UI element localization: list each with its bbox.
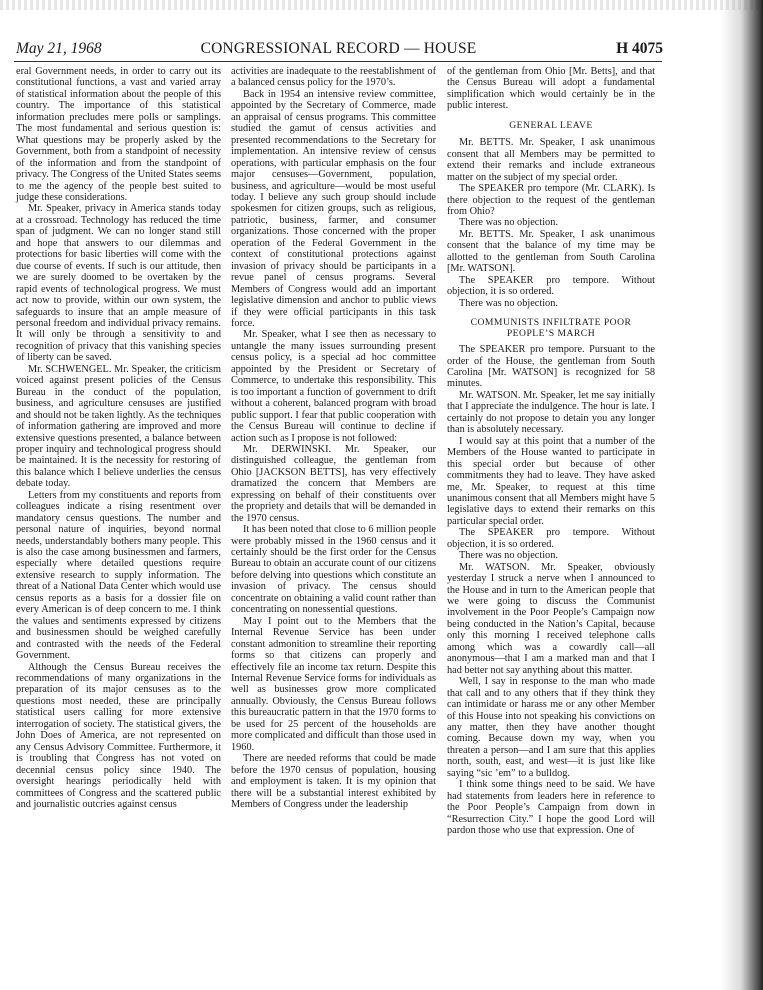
paragraph: Mr. DERWINSKI. Mr. Speaker, our distinguished colleague, the gentleman from Ohio [JACKSON BETTS], has very effectively dramatized the concern that Members are expressing on behalf of their constituents over the propriety and details that will be demanded in the 1970 census.: [231, 443, 436, 524]
paragraph: Mr. BETTS. Mr. Speaker, I ask unanimous consent that the balance of my time may be allotted to the gentleman from South Carolina [Mr. WATSON].: [447, 228, 655, 275]
header-date: May 21, 1968: [16, 40, 102, 57]
paragraph: There was no objection.: [459, 217, 558, 229]
paragraph: The SPEAKER pro tempore. Without objection, it is so ordered.: [447, 274, 655, 298]
section-heading-line-2: PEOPLE’S MARCH: [506, 328, 596, 340]
paragraph: May I point out to the Members that the Internal Revenue Service has been under constant admonition to streamline their reporting forms so that citizens can properly and effectively file an income tax return. Despite this Internal Revenue Service forms for individuals as well as businesses grow more complicated annually. Obviously, the Census Bureau follows this bureaucratic pattern in that the 1970 forms to be used for 25 percent of the households are more complicated and difficult than those used in 1960.: [231, 615, 436, 753]
column-3: [447, 66, 655, 837]
section-heading-general-leave: GENERAL LEAVE: [509, 119, 593, 131]
paragraph: It has been noted that close to 6 million people were probably missed in the 1960 census and it certainly should be the first order for the Census Bureau to obtain an accurate count of our citizens before delving into questions which constitute an invasion of privacy. The census should concentrate on obtaining a valid count rather than concentrating on nonessential questions.: [231, 524, 436, 616]
scan-shadow-edge: [663, 0, 763, 990]
paragraph: eral Government needs, in order to carry out its constitutional functions, a vast and varied array of statistical information about the people of this country. The importance of this statistical information precludes mere polls or samplings. The most fundamental and serious question is: What questions may be properly asked by the Government, both from a standpoint of necessity of the information and from the standpoint of privacy. The Congress of the United States seems to me the agency of the people best suited to judge these considerations.: [16, 66, 221, 203]
paragraph: Mr. WATSON. Mr. Speaker, obviously yesterday I struck a nerve when I announced to the House and in turn to the American people that we were going to discuss the Communist involvement in the Poor People’s Campaign now being conducted in the Nation’s Capital, because only this morning I received telephone calls among which was a cowardly call—all anonymous—that I am a marked man and that I had better not say anything about this matter.: [447, 561, 655, 676]
paragraph: Mr. Speaker, privacy in America stands today at a crossroad. Technology has reduced the time span of judgment. We can no longer stand still and hope that answers to our dilemmas and protections for basic liberties will come with the due course of events. If such is our attitude, then we are surely doomed to be overtaken by the rapid events of technological progress. We must act now to provide, within our own system, the safeguards to insure that an ample measure of personal freedom and individual privacy remains. It will only be through a sensitivity to and recognition of privacy that this vanishing species of liberty can be saved.: [16, 203, 221, 364]
paragraph: There was no objection.: [459, 550, 558, 562]
paragraph: The SPEAKER pro tempore. Pursuant to the order of the House, the gentleman from South Carolina [Mr. WATSON] is recognized for 58 minutes.: [447, 344, 655, 390]
page-top-edge: [0, 0, 763, 10]
page-header: [16, 40, 661, 62]
header-page-number: H 4075: [616, 40, 663, 57]
paragraph: Mr. SCHWENGEL. Mr. Speaker, the criticism voiced against present policies of the Census Bureau in the conduct of the population, business, and agriculture censuses are justified and should not be taken lightly. As the techniques of information gathering are improved and more extensive questions presented, a balance between proper inquiry and technological progress should be maintained. It is the necessity for restoring of this balance which I believe underlies the census debate today.: [16, 363, 221, 490]
paragraph: Mr. WATSON. Mr. Speaker, let me say initially that I appreciate the indulgence. The hour is late. I certainly do not propose to detain you any longer than is absolutely necessary.: [447, 389, 655, 436]
paragraph: activities are inadequate to the reestablishment of a balanced census policy for the 1970’s.: [231, 66, 436, 89]
section-heading-communists: [447, 317, 655, 339]
paragraph: The SPEAKER pro tempore. Without objection, it is so ordered.: [447, 527, 655, 550]
paragraph: Mr. BETTS. Mr. Speaker, I ask unanimous consent that all Members may be permitted to extend their remarks and include extraneous matter on the subject of my special order.: [447, 137, 655, 183]
header-rule: [14, 61, 662, 62]
column-2: [231, 66, 436, 810]
paragraph: Back in 1954 an intensive review committee, appointed by the Secretary of Commerce, made an appraisal of census programs. This committee studied the gamut of census activities and presented recommendations to the Secretary for implementation. An intensive review of census operations, with particular emphasis on the four major censuses—Government, population, business, and agriculture—would be most useful today. I believe any such group should include spokesmen for citizen groups, such as religious, patriotic, business, farmer, and consumer organizations. Those concerned with the proper operation of the Federal Government in the context of constitutional protections against invasion of privacy should be participants in a revue panel of census programs. Several Members of Congress would add an important legislative dimension and anchor to public views if they were official participants in this task force.: [231, 88, 436, 329]
paragraph: Mr. Speaker, what I see then as necessary to untangle the many issues surrounding present census policy, is a special ad hoc committee appointed by the President or Secretary of Commerce, to undertake this responsibility. This is too important a function of government to drift without a coherent, balanced program with broad public support. I fear that public cooperation with the Census Bureau will continue to decline if action such as I propose is not followed:: [231, 329, 436, 444]
paragraph: There are needed reforms that could be made before the 1970 census of population, housing and employment is taken. It is my opinion that there will be a substantial interest exhibited by Members of Congress under the leadership: [231, 753, 436, 810]
paragraph: Well, I say in response to the man who made that call and to any others that if they think they can intimidate or harass me or any other Member of this House into not speaking his convictions on any matter, then they have another thought coming. Because down my way, when you threaten a person—and I am sure that this applies north, south, east, and west—it is just like like saying “sic ’em” to a bulldog.: [447, 676, 655, 779]
paragraph: The SPEAKER pro tempore (Mr. CLARK). Is there objection to the request of the gentleman from Ohio?: [447, 183, 655, 217]
section-heading-line-1: COMMUNISTS INFILTRATE POOR: [470, 317, 632, 329]
paragraph: Letters from my constituents and reports from colleagues indicate a rising resentment over mandatory census questions. The number and personal nature of inquiries, beyond normal needs, understandably bothers many people. This is also the case among businessmen and farmers, especially where detailed questions require extensive research to supply information. The threat of a National Data Center which would use census reports as a basis for a dossier file on every American is of deep concern to me. I think the values and sentiments expressed by citizens and businessmen should be weighed carefully and contrasted with the needs of the Federal Government.: [16, 489, 221, 662]
paragraph: I would say at this point that a number of the Members of the House wanted to participate in this special order but because of other commitments they had to leave. They have asked me, Mr. Speaker, to request at this time unanimous consent that all Members might have 5 legislative days to extend their remarks on this particular special order.: [447, 435, 655, 527]
header-title: CONGRESSIONAL RECORD — HOUSE: [200, 40, 477, 57]
paragraph: I think some things need to be said. We have had statements from leaders here in reference to the Poor People’s Campaign from down in “Resurrection City.” I hope the good Lord will pardon those who use that expression. One of: [447, 779, 655, 837]
column-1: [16, 66, 221, 810]
paragraph: There was no objection.: [459, 297, 558, 309]
paragraph: Although the Census Bureau receives the recommendations of many organizations in the preparation of its major censuses as to the questions most needed, these are principally statistical users calling for more extensive interrogation of society. The statistical givers, the John Does of America, are not represented on any Census Advisory Committee. Furthermore, it is troubling that Congress has not voted on decennial census policy since 1940. The oversight hearings periodically held with committees of Congress and the scattered public and journalistic outcries against census: [16, 661, 221, 810]
paragraph: of the gentleman from Ohio [Mr. Betts], and that the Census Bureau will adopt a fundamental simplification which would certainly be in the public interest.: [447, 66, 655, 112]
